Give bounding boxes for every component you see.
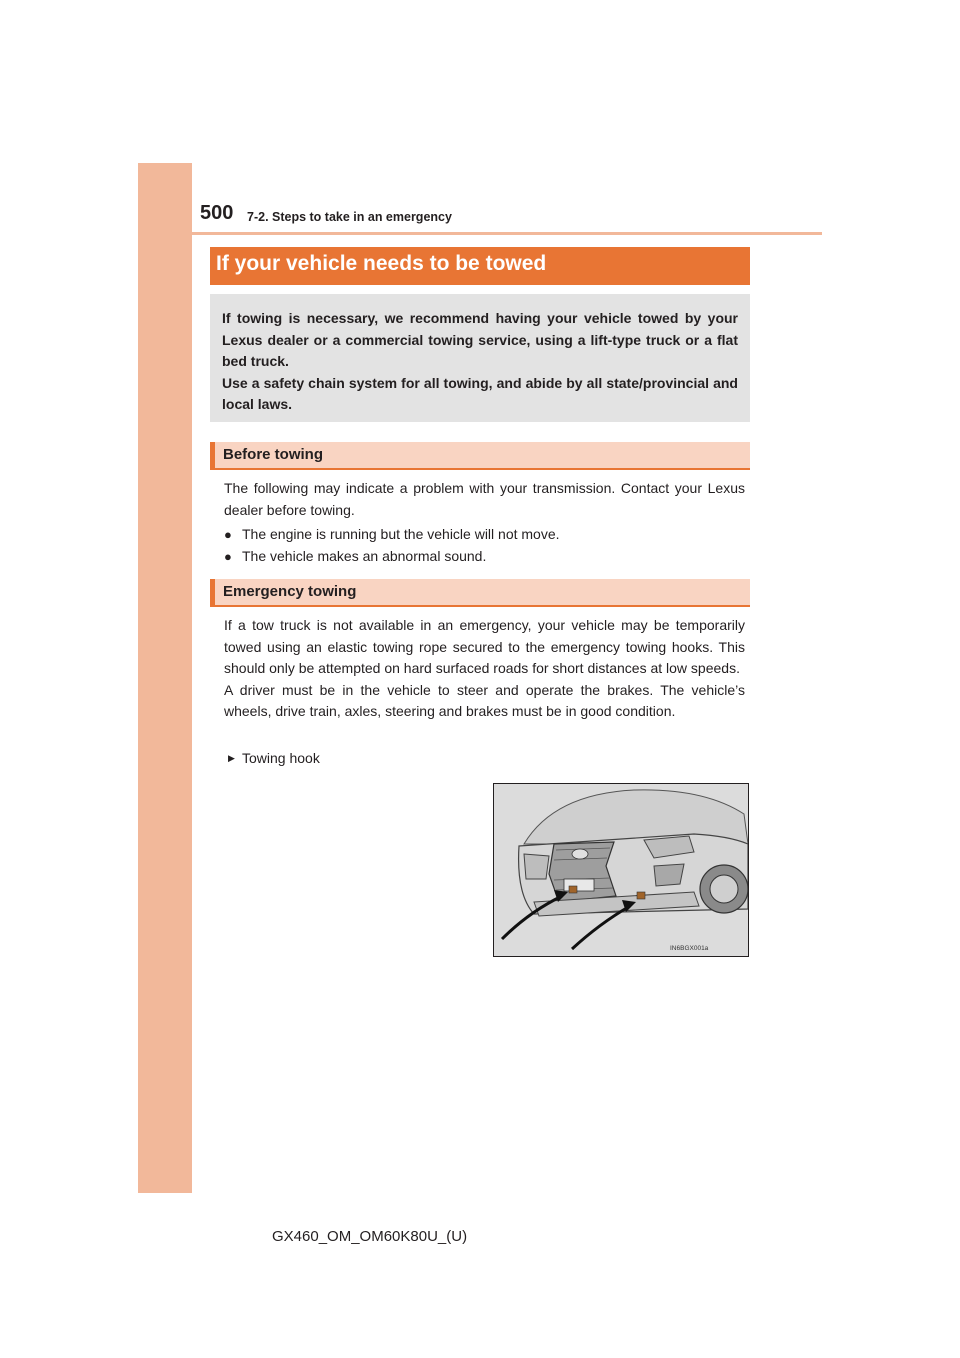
bullet-text: The vehicle makes an abnormal sound.: [242, 548, 487, 564]
emergency-towing-text: [224, 615, 745, 723]
emergency-towing-paragraph-2: A driver must be in the vehicle to steer and operate the brakes. The vehicle’s wheels, drive train, axles, steering and brakes must be in good condition.: [224, 681, 745, 720]
bullet-item: [224, 546, 745, 568]
triangle-marker-icon: ▶: [228, 753, 235, 763]
page-number: 500: [200, 202, 234, 224]
before-towing-paragraph: The following may indicate a problem with your transmission. Contact your Lexus dealer before towing.: [224, 480, 745, 518]
before-towing-heading-bar: [210, 442, 750, 470]
intro-paragraph-1: If towing is necessary, we recommend having your vehicle towed by your Lexus dealer or a commercial towing service, using a lift-type truck or a flat bed truck.: [222, 310, 738, 370]
before-towing-text: [224, 478, 745, 521]
emergency-towing-heading-bar: [210, 579, 750, 607]
bullet-icon: ●: [224, 549, 232, 564]
section-reference: 7-2. Steps to take in an emergency: [247, 210, 452, 224]
towing-hook-item: [228, 750, 320, 766]
page-title: If your vehicle needs to be towed: [216, 252, 547, 275]
bullet-item: [224, 524, 745, 546]
main-title-bar: [210, 247, 750, 285]
before-towing-heading: Before towing: [223, 446, 323, 463]
illustration-code: IN6BGX001a: [670, 945, 709, 952]
towing-hook-label: Towing hook: [242, 750, 320, 766]
intro-box: [210, 294, 750, 422]
footer-document-code: GX460_OM_OM60K80U_(U): [272, 1228, 468, 1245]
emergency-towing-paragraph-1: If a tow truck is not available in an emergency, your vehicle may be temporarily towed using an elastic towing rope secured to the emergency towing hooks. This should only be attempted on hard surfaced roads for short distances at low speeds.: [224, 617, 745, 677]
intro-paragraph-2: Use a safety chain system for all towing, and abide by all state/provincial and local laws.: [222, 374, 738, 413]
vehicle-front-drawing: [494, 784, 748, 956]
bullet-icon: ●: [224, 527, 232, 542]
header-rule: [192, 232, 822, 235]
bullet-text: The engine is running but the vehicle will not move.: [242, 526, 560, 542]
towing-hook-illustration: [493, 783, 749, 957]
emergency-towing-heading: Emergency towing: [223, 583, 357, 600]
side-color-band: [138, 163, 192, 1193]
